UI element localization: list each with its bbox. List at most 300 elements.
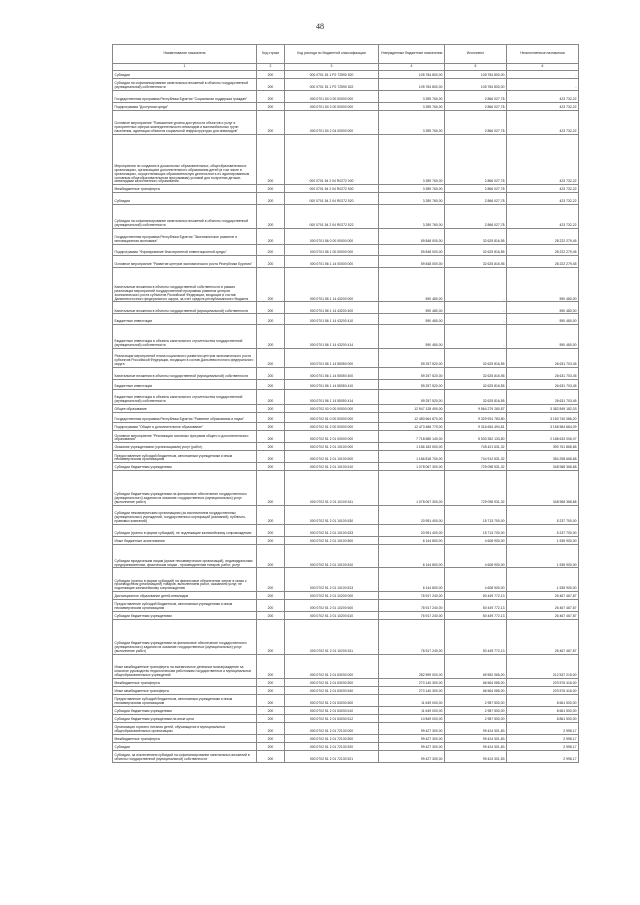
unexecuted-amount-cell: 26 467 467,87: [507, 592, 579, 600]
executed-amount-cell: 15 713 700,00: [445, 524, 507, 536]
table-row: [113, 505, 579, 524]
table-row: [113, 229, 579, 245]
indicator-name-cell: Основное мероприятие "Повышение уровня доступности объектов и услуг в приоритетных сферах жизнедеятельности инвалидов и маломобильных групп населения, адаптация объектов социальной инфраструктуры для инвалидов": [113, 111, 257, 135]
executed-amount-cell: 4 608 900,00: [445, 568, 507, 592]
table-header-row: [113, 45, 579, 64]
indicator-name-cell: Подпрограмма "Общее и дополнительное образование": [113, 423, 257, 431]
indicator-name-cell: Межбюджетные трансферты: [113, 185, 257, 193]
indicator-name-cell: Подпрограмма "Доступная среда": [113, 103, 257, 111]
line-code-cell: 200: [257, 412, 285, 423]
approved-amount-cell: 6 144 800,00: [379, 544, 445, 568]
table-row: [113, 348, 579, 367]
approved-amount-cell: 20 951 400,00: [379, 505, 445, 524]
indicator-name-cell: Бюджетные инвестиции: [113, 379, 257, 390]
line-code-cell: 200: [257, 325, 285, 349]
approved-amount-cell: 76 917 240,00: [379, 600, 445, 612]
approved-amount-cell: 590 480,00: [379, 325, 445, 349]
indicator-name-cell: Субсидии: [113, 742, 257, 750]
indicator-name-cell: Бюджетные инвестиции в объекты капитального строительства государственной (муниципальной) собственности: [113, 390, 257, 405]
executed-amount-cell: 744 912 631,32: [445, 451, 507, 463]
indicator-name-cell: Иные межбюджетные трансферты: [113, 686, 257, 694]
table-row: [113, 722, 579, 734]
budget-code-cell: 000 0702 51 2 00 00000 000: [285, 423, 379, 431]
executed-amount-cell: 2 866 027,78: [445, 185, 507, 193]
indicator-name-cell: Государственная программа Республики Бурятия "Экономическое развитие и инновационная экономика": [113, 229, 257, 245]
indicator-name-cell: Предоставление субсидий бюджетным, автономным учреждениям и иным некоммерческим организациям: [113, 600, 257, 612]
unexecuted-amount-cell: 203 576 416,00: [507, 678, 579, 686]
unexecuted-amount-cell: 590 480,00: [507, 325, 579, 349]
indicator-name-cell: Бюджетные инвестиции: [113, 314, 257, 325]
header-executed: Исполнено: [445, 45, 507, 64]
executed-amount-cell: 50 449 772,13: [445, 620, 507, 655]
approved-amount-cell: 59 257 520,00: [379, 379, 445, 390]
line-code-cell: 200: [257, 742, 285, 750]
line-code-cell: 200: [257, 255, 285, 267]
table-row: [113, 302, 579, 314]
executed-amount-cell: 2 987 500,00: [445, 706, 507, 714]
column-number: 2: [257, 64, 285, 71]
table-row: [113, 193, 579, 205]
unexecuted-amount-cell: 2 998,17: [507, 734, 579, 742]
unexecuted-amount-cell: 423 732,22: [507, 111, 579, 135]
table-row: [113, 694, 579, 706]
header-approved-appropriations: Утвержденные бюджетные назначения: [379, 45, 445, 64]
budget-execution-table: [112, 44, 579, 763]
executed-amount-cell: 50 449 772,13: [445, 600, 507, 612]
budget-code-cell: 000 0701 56 1 14 43200 414: [285, 325, 379, 349]
table-row: [113, 654, 579, 678]
unexecuted-amount-cell: 423 732,22: [507, 185, 579, 193]
budget-code-cell: 000 0701 54 2 04 00000 000: [285, 111, 379, 135]
table-row: [113, 536, 579, 544]
indicator-name-cell: Бюджетные инвестиции в объекты капитального строительства государственной (муниципальной) собственности: [113, 325, 257, 349]
table-row: [113, 524, 579, 536]
approved-amount-cell: 3 289 760,00: [379, 185, 445, 193]
table-row: [113, 463, 579, 471]
indicator-name-cell: Организация горячего питания детей, обучающихся в муниципальных общеобразовательных организациях: [113, 722, 257, 734]
line-code-cell: 200: [257, 706, 285, 714]
executed-amount-cell: 729 098 931,32: [445, 471, 507, 506]
executed-amount-cell: 9 329 924 783,80: [445, 412, 507, 423]
budget-code-cell: 000 0702 51 2 01 10100 813: [285, 568, 379, 592]
indicator-name-cell: Субсидии бюджетным учреждениям на финансовое обеспечение государственного (муниципального) задания на оказание государственных (муниципальных) услуг (выполнение работ): [113, 471, 257, 506]
column-number: 5: [445, 64, 507, 71]
budget-code-cell: 000 0701 56 1 14 43200 400: [285, 302, 379, 314]
unexecuted-amount-cell: 1 535 900,00: [507, 568, 579, 592]
indicator-name-cell: Государственная программа Республики Бурятия "Социальная поддержка граждан": [113, 91, 257, 103]
approved-amount-cell: 76 917 240,00: [379, 592, 445, 600]
budget-code-cell: 000 0702 51 2 01 72130 520: [285, 742, 379, 750]
budget-code-cell: 000 0702 51 2 01 53030 612: [285, 714, 379, 722]
unexecuted-amount-cell: 354 298 668,68: [507, 451, 579, 463]
budget-code-cell: 000 0701 56 1 14 55050 400: [285, 367, 379, 379]
executed-amount-cell: 99 424 301,83: [445, 734, 507, 742]
indicator-name-cell: Государственная программа Республики Бурятия "Развитие образования и науки": [113, 412, 257, 423]
approved-amount-cell: 12 947 128 490,00: [379, 404, 445, 412]
budget-code-cell: 000 0702 51 2 01 10100 630: [285, 505, 379, 524]
table-row: [113, 620, 579, 655]
header-budget-classification-code: Код расхода по бюджетной классификации: [285, 45, 379, 64]
line-code-cell: 200: [257, 471, 285, 506]
executed-amount-cell: 4 608 900,00: [445, 544, 507, 568]
budget-code-cell: 000 0701 56 1 14 43200 410: [285, 314, 379, 325]
approved-amount-cell: 99 427 300,00: [379, 742, 445, 750]
table-row: [113, 134, 579, 185]
unexecuted-amount-cell: -: [507, 71, 579, 79]
executed-amount-cell: 5 530 352 133,80: [445, 431, 507, 443]
unexecuted-amount-cell: 5 237 700,00: [507, 524, 579, 536]
unexecuted-amount-cell: 8 661 500,00: [507, 694, 579, 706]
indicator-name-cell: Субсидии бюджетным учреждениям: [113, 706, 257, 714]
line-code-cell: 200: [257, 686, 285, 694]
budget-code-cell: 000 0702 51 2 01 10100 000: [285, 443, 379, 451]
unexecuted-amount-cell: 28 222 279,45: [507, 255, 579, 267]
budget-code-cell: 000 0701 54 2 00 00000 000: [285, 103, 379, 111]
approved-amount-cell: 11 649 000,00: [379, 706, 445, 714]
executed-amount-cell: 2 866 027,78: [445, 111, 507, 135]
table-row: [113, 267, 579, 302]
indicator-name-cell: Субсидии: [113, 193, 257, 205]
table-row: [113, 379, 579, 390]
approved-amount-cell: 590 480,00: [379, 314, 445, 325]
approved-amount-cell: 12 480 664 870,00: [379, 412, 445, 423]
approved-amount-cell: 3 289 760,00: [379, 111, 445, 135]
budget-code-cell: 000 0701 51 1 P2 72590 520: [285, 71, 379, 79]
indicator-name-cell: Субсидии (гранты в форме субсидий) на финансовое обеспечение затрат в связи с производством (реализацией) товаров, выполнением работ, оказанием услуг, не подлежащие казначейскому сопровождению: [113, 568, 257, 592]
approved-amount-cell: 590 480,00: [379, 267, 445, 302]
column-number: 4: [379, 64, 445, 71]
budget-code-cell: 000 0701 56 1 14 55050 414: [285, 390, 379, 405]
approved-amount-cell: 6 144 800,00: [379, 536, 445, 544]
budget-code-cell: 000 0702 51 0 00 00000 000: [285, 412, 379, 423]
line-code-cell: 200: [257, 79, 285, 91]
line-code-cell: 200: [257, 750, 285, 762]
approved-amount-cell: 590 480,00: [379, 302, 445, 314]
unexecuted-amount-cell: 26 631 703,45: [507, 379, 579, 390]
table-row: [113, 412, 579, 423]
indicator-name-cell: Капитальные вложения в объекты государственной (муниципальной) собственности: [113, 367, 257, 379]
table-row: [113, 431, 579, 443]
budget-code-cell: 000 0701 56 1 14 55050 000: [285, 348, 379, 367]
indicator-name-cell: Субсидии бюджетным учреждениям: [113, 612, 257, 620]
budget-code-cell: 000 0702 51 2 01 53030 540: [285, 686, 379, 694]
executed-amount-cell: 2 987 500,00: [445, 694, 507, 706]
table-row: [113, 423, 579, 431]
indicator-name-cell: Общее образование: [113, 404, 257, 412]
line-code-cell: 200: [257, 71, 285, 79]
approved-amount-cell: 270 140 300,00: [379, 686, 445, 694]
table-row: [113, 678, 579, 686]
budget-code-cell: 000 0701 54 2 04 R0272 520: [285, 193, 379, 205]
unexecuted-amount-cell: 212 537 215,00: [507, 654, 579, 678]
table-row: [113, 71, 579, 79]
executed-amount-cell: 32 625 816,55: [445, 379, 507, 390]
budget-code-cell: 000 0701 54 2 04 R0272 500: [285, 185, 379, 193]
line-code-cell: 200: [257, 620, 285, 655]
budget-code-cell: 000 0702 51 2 01 53030 610: [285, 706, 379, 714]
budget-code-cell: 000 0701 56 1 14 55050 410: [285, 379, 379, 390]
table-row: [113, 568, 579, 592]
approved-amount-cell: 3 289 760,00: [379, 91, 445, 103]
executed-amount-cell: 32 625 816,55: [445, 348, 507, 367]
line-code-cell: 200: [257, 463, 285, 471]
line-code-cell: 200: [257, 205, 285, 229]
approved-amount-cell: 59 257 520,00: [379, 348, 445, 367]
executed-amount-cell: 32 625 816,55: [445, 245, 507, 256]
table-row: [113, 111, 579, 135]
indicator-name-cell: Субсидии бюджетным учреждениям на иные цели: [113, 714, 257, 722]
table-row: [113, 205, 579, 229]
executed-amount-cell: -: [445, 314, 507, 325]
budget-code-cell: 000 0702 51 2 01 10200 611: [285, 620, 379, 655]
header-unexecuted-appropriations: Неисполненные назначения: [507, 45, 579, 64]
budget-code-cell: 000 0702 51 2 01 00000 000: [285, 431, 379, 443]
line-code-cell: 200: [257, 379, 285, 390]
column-number: 1: [113, 64, 257, 71]
table-body: [113, 71, 579, 763]
indicator-name-cell: Предоставление субсидий бюджетным, автономным учреждениям и иным некоммерческим организациям: [113, 451, 257, 463]
budget-code-cell: 000 0701 54 0 00 00000 000: [285, 91, 379, 103]
budget-code-cell: 000 0701 56 0 00 00000 000: [285, 229, 379, 245]
line-code-cell: 200: [257, 390, 285, 405]
approved-amount-cell: 59 257 520,00: [379, 367, 445, 379]
unexecuted-amount-cell: -: [507, 79, 579, 91]
unexecuted-amount-cell: 590 480,00: [507, 314, 579, 325]
budget-code-cell: 000 0701 54 2 04 R0272 522: [285, 205, 379, 229]
line-code-cell: 200: [257, 694, 285, 706]
column-number: 3: [285, 64, 379, 71]
executed-amount-cell: -: [445, 267, 507, 302]
budget-code-cell: 000 0701 51 1 P2 72590 522: [285, 79, 379, 91]
table-row: [113, 367, 579, 379]
approved-amount-cell: 76 917 240,00: [379, 612, 445, 620]
column-number-row: [113, 64, 579, 71]
approved-amount-cell: 3 289 760,00: [379, 205, 445, 229]
line-code-cell: 200: [257, 734, 285, 742]
unexecuted-amount-cell: 423 732,22: [507, 103, 579, 111]
unexecuted-amount-cell: 1 535 900,00: [507, 536, 579, 544]
unexecuted-amount-cell: 2 998,17: [507, 742, 579, 750]
executed-amount-cell: 745 421 631,32: [445, 443, 507, 451]
budget-code-cell: 000 0702 51 2 01 10200 600: [285, 600, 379, 612]
executed-amount-cell: 4 608 900,00: [445, 536, 507, 544]
line-code-cell: 200: [257, 536, 285, 544]
executed-amount-cell: 66 564 085,00: [445, 678, 507, 686]
approved-amount-cell: 59 848 000,00: [379, 245, 445, 256]
unexecuted-amount-cell: 348 968 368,68: [507, 471, 579, 506]
executed-amount-cell: 32 625 816,55: [445, 229, 507, 245]
approved-amount-cell: 59 848 000,00: [379, 255, 445, 267]
executed-amount-cell: 99 424 301,83: [445, 722, 507, 734]
executed-amount-cell: 66 564 085,00: [445, 686, 507, 694]
unexecuted-amount-cell: 8 861 500,00: [507, 714, 579, 722]
line-code-cell: 200: [257, 505, 285, 524]
line-code-cell: 200: [257, 722, 285, 734]
line-code-cell: 200: [257, 91, 285, 103]
unexecuted-amount-cell: 26 467 467,87: [507, 612, 579, 620]
approved-amount-cell: 105 784 800,00: [379, 71, 445, 79]
executed-amount-cell: 105 784 800,00: [445, 79, 507, 91]
budget-code-cell: 000 0702 51 2 01 10100 800: [285, 536, 379, 544]
table-row: [113, 325, 579, 349]
executed-amount-cell: 32 625 816,55: [445, 255, 507, 267]
unexecuted-amount-cell: 26 631 703,45: [507, 367, 579, 379]
indicator-name-cell: Субсидии бюджетным учреждениям на финансовое обеспечение государственного (муниципального) задания на оказание государственных (муниципальных) услуг (выполнение работ): [113, 620, 257, 655]
budget-code-cell: 000 0702 51 2 01 53030 000: [285, 654, 379, 678]
indicator-name-cell: Субсидии на софинансирование капитальных вложений в объекты государственной (муниципальной) собственности: [113, 205, 257, 229]
indicator-name-cell: Дистанционное образование детей-инвалидов: [113, 592, 257, 600]
budget-code-cell: 000 0702 51 2 01 10100 810: [285, 544, 379, 568]
indicator-name-cell: Предоставление субсидий бюджетным, автономным учреждениям и иным некоммерческим организациям: [113, 694, 257, 706]
budget-code-cell: 000 0702 51 2 01 72130 000: [285, 722, 379, 734]
approved-amount-cell: 3 289 760,00: [379, 134, 445, 185]
unexecuted-amount-cell: 26 467 467,87: [507, 620, 579, 655]
approved-amount-cell: 20 951 400,00: [379, 524, 445, 536]
executed-amount-cell: 69 552 065,00: [445, 654, 507, 678]
approved-amount-cell: 59 848 000,00: [379, 229, 445, 245]
budget-code-cell: 000 0702 51 2 01 72130 500: [285, 734, 379, 742]
table-row: [113, 91, 579, 103]
line-code-cell: 200: [257, 443, 285, 451]
indicator-name-cell: Мероприятия по созданию в дошкольных образовательных, общеобразовательных организациях, организациях дополнительного образования детей (в том числе в организациях, осуществляющих образовательную деятельность по адаптированным основным общеобразовательным программам) условий для получения детьми-инвалидами качественного образования: [113, 134, 257, 185]
line-code-cell: 200: [257, 423, 285, 431]
indicator-name-cell: Иные межбюджетные трансферты на ежемесячное денежное вознаграждение за классное руководство педагогическим работникам государственных и муниципальных общеобразовательных учреждений: [113, 654, 257, 678]
line-code-cell: 200: [257, 193, 285, 205]
line-code-cell: 200: [257, 431, 285, 443]
budget-code-cell: 000 0702 51 2 01 10100 611: [285, 471, 379, 506]
approved-amount-cell: 11 649 000,00: [379, 694, 445, 706]
table-row: [113, 750, 579, 762]
table-row: [113, 714, 579, 722]
line-code-cell: 200: [257, 404, 285, 412]
budget-code-cell: 000 0701 56 1 14 43200 000: [285, 267, 379, 302]
approved-amount-cell: 1 078 067 300,00: [379, 471, 445, 506]
approved-amount-cell: 99 427 300,00: [379, 750, 445, 762]
unexecuted-amount-cell: 2 188 633 006,07: [507, 431, 579, 443]
line-code-cell: 200: [257, 544, 285, 568]
budget-code-cell: 000 0701 54 2 04 R0272 000: [285, 134, 379, 185]
budget-code-cell: 000 0702 51 2 01 10200 610: [285, 612, 379, 620]
executed-amount-cell: 2 866 027,78: [445, 205, 507, 229]
approved-amount-cell: 59 257 520,00: [379, 390, 445, 405]
line-code-cell: 200: [257, 451, 285, 463]
unexecuted-amount-cell: 1 535 900,00: [507, 544, 579, 568]
indicator-name-cell: Субсидии бюджетным учреждениям: [113, 463, 257, 471]
executed-amount-cell: 99 424 301,83: [445, 742, 507, 750]
executed-amount-cell: 9 564 279 260,87: [445, 404, 507, 412]
table-row: [113, 404, 579, 412]
indicator-name-cell: Оказание учреждениями (организациями) услуг (работ): [113, 443, 257, 451]
executed-amount-cell: 2 866 027,78: [445, 134, 507, 185]
approved-amount-cell: 12 473 486 779,00: [379, 423, 445, 431]
table-row: [113, 742, 579, 750]
indicator-name-cell: Капитальные вложения в объекты государственной собственности в рамках реализации мероприятий государственной программы развития центров экономического роста субъектов Российской Федерации, входящих в состав Дальневосточного федерального округа, за счет средств республиканского бюджета: [113, 267, 257, 302]
executed-amount-cell: -: [445, 325, 507, 349]
executed-amount-cell: 105 784 800,00: [445, 71, 507, 79]
table-row: [113, 443, 579, 451]
approved-amount-cell: 1 078 067 300,00: [379, 463, 445, 471]
executed-amount-cell: 50 449 772,13: [445, 612, 507, 620]
approved-amount-cell: 99 427 300,00: [379, 722, 445, 734]
approved-amount-cell: 1 186 818 700,00: [379, 451, 445, 463]
indicator-name-cell: Основное мероприятие "Развитие центров экономического роста Республики Бурятия": [113, 255, 257, 267]
table-row: [113, 451, 579, 463]
approved-amount-cell: 10 849 000,00: [379, 714, 445, 722]
column-number: 6: [507, 64, 579, 71]
line-code-cell: 200: [257, 714, 285, 722]
approved-amount-cell: 3 289 760,00: [379, 193, 445, 205]
indicator-name-cell: Реализация мероприятий плана социального развития центров экономического роста субъектов Российской Федерации, входящих в состав Дальневосточного федерального округа: [113, 348, 257, 367]
approved-amount-cell: 76 917 240,00: [379, 620, 445, 655]
indicator-name-cell: Межбюджетные трансферты: [113, 678, 257, 686]
unexecuted-amount-cell: 423 732,22: [507, 205, 579, 229]
line-code-cell: 200: [257, 654, 285, 678]
line-code-cell: 200: [257, 229, 285, 245]
line-code-cell: 200: [257, 103, 285, 111]
table-row: [113, 245, 579, 256]
executed-amount-cell: 2 866 027,78: [445, 103, 507, 111]
table-row: [113, 706, 579, 714]
unexecuted-amount-cell: 26 467 467,87: [507, 600, 579, 612]
executed-amount-cell: 32 625 816,55: [445, 390, 507, 405]
indicator-name-cell: Субсидии некоммерческим организациям (за исключением государственных (муниципальных) учреждений, государственных корпораций (компаний), публично-правовых компаний): [113, 505, 257, 524]
unexecuted-amount-cell: 423 732,22: [507, 91, 579, 103]
budget-code-cell: 000 0701 56 1 00 00000 000: [285, 245, 379, 256]
line-code-cell: 200: [257, 678, 285, 686]
indicator-name-cell: Субсидии (гранты в форме субсидий), не подлежащие казначейскому сопровождению: [113, 524, 257, 536]
budget-code-cell: 000 0702 51 2 01 72130 521: [285, 750, 379, 762]
indicator-name-cell: Субсидии на софинансирование капитальных вложений в объекты государственной (муниципальной) собственности: [113, 79, 257, 91]
line-code-cell: 200: [257, 568, 285, 592]
line-code-cell: 200: [257, 185, 285, 193]
approved-amount-cell: 282 599 000,00: [379, 654, 445, 678]
unexecuted-amount-cell: 26 631 703,45: [507, 390, 579, 405]
unexecuted-amount-cell: 5 237 700,00: [507, 505, 579, 524]
budget-code-cell: 000 0702 51 2 01 10100 610: [285, 463, 379, 471]
executed-amount-cell: 99 424 301,83: [445, 750, 507, 762]
indicator-name-cell: Иные бюджетные ассигнования: [113, 536, 257, 544]
budget-code-cell: 000 0702 51 2 01 10100 633: [285, 524, 379, 536]
line-code-cell: 200: [257, 348, 285, 367]
executed-amount-cell: 2 987 500,00: [445, 714, 507, 722]
unexecuted-amount-cell: 26 631 703,45: [507, 348, 579, 367]
table-row: [113, 600, 579, 612]
indicator-name-cell: Основное мероприятие "Реализация основных программ общего и дополнительного образования": [113, 431, 257, 443]
unexecuted-amount-cell: 8 661 500,00: [507, 706, 579, 714]
indicator-name-cell: Капитальные вложения в объекты государственной (муниципальной) собственности: [113, 302, 257, 314]
table-row: [113, 390, 579, 405]
table-row: [113, 471, 579, 506]
table-row: [113, 314, 579, 325]
indicator-name-cell: Субсидии, за исключением субсидий на софинансирование капитальных вложений в объекты государственной (муниципальной) собственности: [113, 750, 257, 762]
table-row: [113, 734, 579, 742]
unexecuted-amount-cell: 423 732,22: [507, 193, 579, 205]
indicator-name-cell: Межбюджетные трансферты: [113, 734, 257, 742]
budget-code-cell: 000 0701 56 1 14 00000 000: [285, 255, 379, 267]
line-code-cell: 200: [257, 367, 285, 379]
line-code-cell: 200: [257, 524, 285, 536]
unexecuted-amount-cell: 590 480,00: [507, 302, 579, 314]
line-code-cell: 200: [257, 111, 285, 135]
approved-amount-cell: 270 140 300,00: [379, 678, 445, 686]
budget-code-cell: 000 0702 00 0 00 00000 000: [285, 404, 379, 412]
unexecuted-amount-cell: 348 968 368,68: [507, 463, 579, 471]
executed-amount-cell: -: [445, 302, 507, 314]
approved-amount-cell: 105 784 800,00: [379, 79, 445, 91]
executed-amount-cell: 9 316 654 494,81: [445, 423, 507, 431]
line-code-cell: 200: [257, 245, 285, 256]
unexecuted-amount-cell: 423 732,22: [507, 134, 579, 185]
